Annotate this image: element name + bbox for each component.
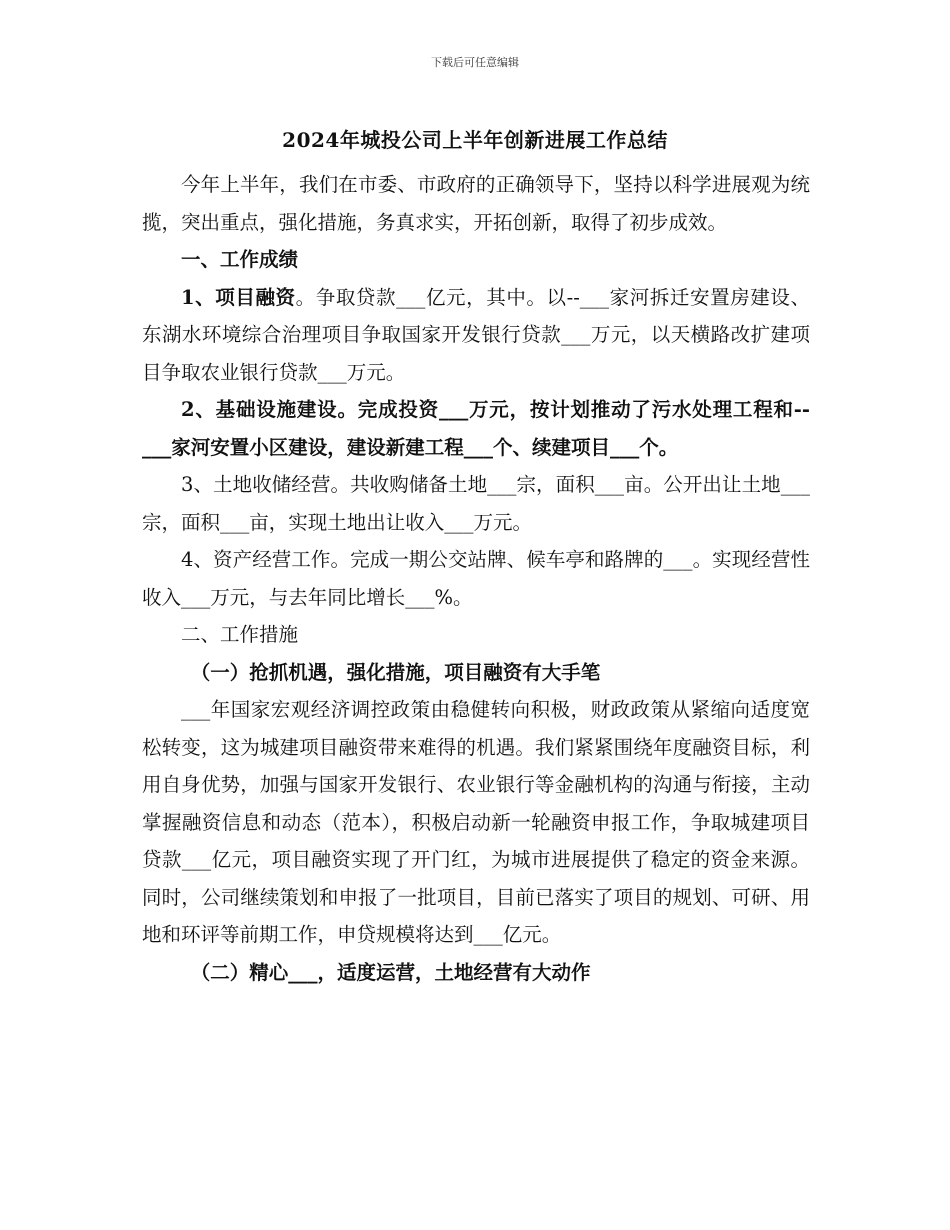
intro-paragraph: 今年上半年，我们在市委、市政府的正确领导下，坚持以科学进展观为统揽，突出重点，强化措施，务真求实，开拓创新，取得了初步成效。 [142, 173, 810, 234]
document-title: 2024年城投公司上半年创新进展工作总结 [282, 128, 668, 152]
paragraph-lead: 1、项目融资 [181, 285, 296, 309]
paragraph-financing-detail: ___年国家宏观经济调控政策由稳健转向积极，财政政策从紧缩向适度宽松转变，这为城建项目融资带来难得的机遇。我们紧紧围绕年度融资目标，利用自身优势，加强与国家开发银行、农业银行等金融机构的沟通与衔接，主动掌握融资信息和动态（范本），积极启动新一轮融资申报工作，争取城建项目贷款___亿元，项目融资实现了开门红，为城市进展提供了稳定的资金来源。同时，公司继续策划和申报了一批项目，目前已落实了项目的规划、可研、用地和环评等前期工作，申贷规模将达到___亿元。 [142, 698, 810, 946]
paragraph-infrastructure: 2、基础设施建设。完成投资___万元，按计划推动了污水处理工程和--___家河安置小区建设，建设新建工程___个、续建项目___个。 [142, 398, 810, 459]
paragraph-project-financing [142, 279, 810, 392]
subheading-land-operation: （二）精心___，适度运营，土地经营有大动作 [190, 960, 591, 984]
document-body [142, 166, 810, 991]
paragraph-land-reserve: 3、土地收储经营。共收购储备土地___宗，面积___亩。公开出让土地___宗，面积___亩，实现土地出让收入___万元。 [142, 473, 810, 534]
paragraph-text: 。争取贷款___亿元，其中。以--___家河拆迁安置房建设、东湖水环境综合治理项目争取国家开发银行贷款___万元，以天横路改扩建项目争取农业银行贷款___万元。 [142, 285, 810, 384]
section-heading-measures: 二、工作措施 [181, 623, 299, 646]
subheading-financing: （一）抢抓机遇，强化措施，项目融资有大手笔 [190, 660, 601, 684]
paragraph-asset-operation: 4、资产经营工作。完成一期公交站牌、候车亭和路牌的___。实现经营性收入___万元，与去年同比增长___%。 [142, 548, 810, 609]
section-heading-achievements: 一、工作成绩 [181, 248, 299, 271]
header-note: 下载后可任意编辑 [431, 56, 519, 69]
